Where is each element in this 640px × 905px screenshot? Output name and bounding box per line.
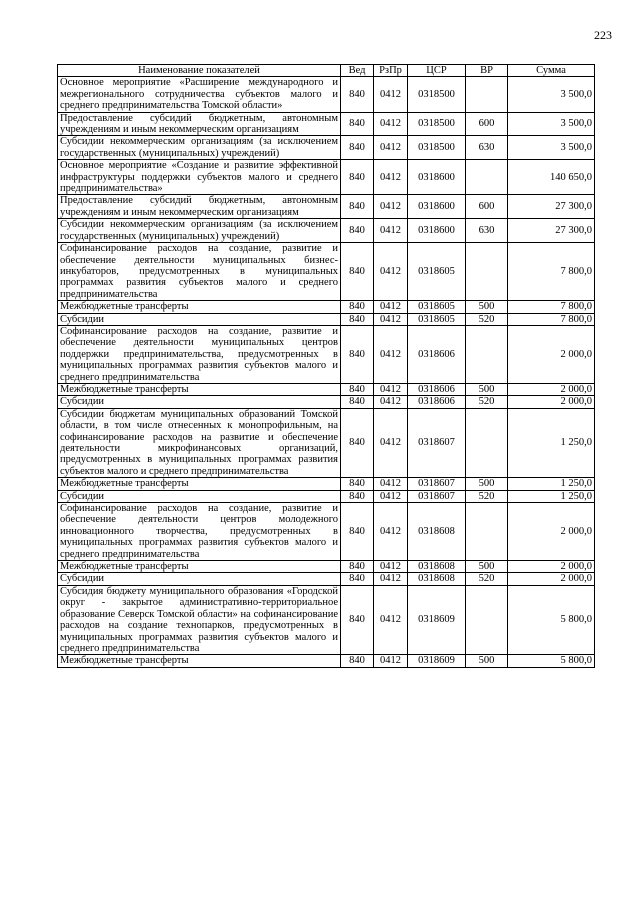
row-ved: 840 [341,325,374,383]
row-vr: 600 [466,195,508,219]
row-ved: 840 [341,490,374,502]
row-sum: 1 250,0 [508,478,595,490]
row-name: Межбюджетные трансферты [58,478,341,490]
row-vr: 500 [466,561,508,573]
row-csr: 0318606 [408,383,466,395]
row-rzpr: 0412 [374,383,408,395]
row-ved: 840 [341,408,374,477]
row-sum: 2 000,0 [508,383,595,395]
row-csr: 0318600 [408,160,466,195]
row-ved: 840 [341,195,374,219]
header-name: Наименование показателей [58,65,341,77]
table-row [58,195,595,219]
row-sum: 3 500,0 [508,77,595,112]
row-ved: 840 [341,383,374,395]
row-vr [466,77,508,112]
page-number: 223 [594,28,612,42]
row-vr: 500 [466,301,508,313]
row-csr: 0318609 [408,585,466,654]
row-ved: 840 [341,313,374,325]
row-sum: 1 250,0 [508,408,595,477]
row-sum: 140 650,0 [508,160,595,195]
header-ved: Вед [341,65,374,77]
row-name: Субсидии [58,313,341,325]
row-ved: 840 [341,301,374,313]
row-vr: 520 [466,396,508,408]
row-ved: 840 [341,655,374,667]
row-vr [466,243,508,301]
row-csr: 0318608 [408,573,466,585]
row-name: Софинансирование расходов на создание, развитие и обеспечение деятельности муниципальных бизнес-инкубаторов, предусмотренных в муниципальных программах развития субъектов малого и среднего предпринимательства [58,243,341,301]
row-name: Межбюджетные трансферты [58,561,341,573]
row-csr: 0318600 [408,195,466,219]
row-rzpr: 0412 [374,503,408,561]
row-name: Субсидии бюджетам муниципальных образований Томской области, в том числе отнесенных к монопрофильным, на софинансирование расходов на развитие и обеспечение деятельности микрофинансовых организаций, предусмотренных в муниципальных программах развития субъектов малого и среднего предпринимательства [58,408,341,477]
row-rzpr: 0412 [374,408,408,477]
row-name: Предоставление субсидий бюджетным, автономным учреждениям и иным некоммерческим организациям [58,195,341,219]
row-csr: 0318609 [408,655,466,667]
row-name: Софинансирование расходов на создание, развитие и обеспечение деятельности муниципальных центров поддержки предпринимательства, предусмотренных в муниципальных программах развития субъектов малого и среднего предпринимательства [58,325,341,383]
row-ved: 840 [341,396,374,408]
row-name: Предоставление субсидий бюджетным, автономным учреждениям и иным некоммерческим организациям [58,112,341,136]
row-sum: 27 300,0 [508,195,595,219]
row-vr: 630 [466,136,508,160]
row-vr: 630 [466,219,508,243]
row-sum: 7 800,0 [508,301,595,313]
row-name: Субсидии [58,573,341,585]
row-sum: 2 000,0 [508,561,595,573]
row-rzpr: 0412 [374,77,408,112]
row-sum: 5 800,0 [508,655,595,667]
header-csr: ЦСР [408,65,466,77]
budget-table [57,64,595,668]
table-row [58,325,595,383]
row-rzpr: 0412 [374,490,408,502]
table-row [58,313,595,325]
row-rzpr: 0412 [374,112,408,136]
row-ved: 840 [341,478,374,490]
row-rzpr: 0412 [374,301,408,313]
row-csr: 0318608 [408,561,466,573]
row-csr: 0318607 [408,478,466,490]
row-rzpr: 0412 [374,396,408,408]
row-csr: 0318607 [408,490,466,502]
row-ved: 840 [341,243,374,301]
row-csr: 0318607 [408,408,466,477]
row-vr [466,585,508,654]
row-rzpr: 0412 [374,136,408,160]
row-vr [466,160,508,195]
row-sum: 2 000,0 [508,573,595,585]
row-name: Основное мероприятие «Создание и развитие эффективной инфраструктуры поддержки субъектов малого и среднего предпринимательства» [58,160,341,195]
row-ved: 840 [341,219,374,243]
row-vr: 520 [466,490,508,502]
row-rzpr: 0412 [374,478,408,490]
row-vr [466,503,508,561]
table-row [58,490,595,502]
table-header-row [58,65,595,77]
table-row [58,503,595,561]
table-row [58,561,595,573]
header-sum: Сумма [508,65,595,77]
row-csr: 0318605 [408,313,466,325]
row-ved: 840 [341,573,374,585]
row-csr: 0318606 [408,396,466,408]
row-sum: 7 800,0 [508,313,595,325]
row-ved: 840 [341,136,374,160]
row-sum: 2 000,0 [508,325,595,383]
header-rzpr: РзПр [374,65,408,77]
row-vr: 500 [466,383,508,395]
table-row [58,585,595,654]
row-rzpr: 0412 [374,573,408,585]
row-sum: 2 000,0 [508,396,595,408]
row-ved: 840 [341,160,374,195]
row-ved: 840 [341,503,374,561]
table-row [58,112,595,136]
row-name: Межбюджетные трансферты [58,383,341,395]
row-csr: 0318605 [408,301,466,313]
row-vr: 520 [466,313,508,325]
row-vr: 500 [466,655,508,667]
row-rzpr: 0412 [374,219,408,243]
row-name: Межбюджетные трансферты [58,655,341,667]
header-vr: ВР [466,65,508,77]
row-rzpr: 0412 [374,325,408,383]
row-csr: 0318605 [408,243,466,301]
row-sum: 7 800,0 [508,243,595,301]
row-rzpr: 0412 [374,561,408,573]
row-name: Софинансирование расходов на создание, развитие и обеспечение деятельности центров молодежного инновационного творчества, предусмотренных в муниципальных программах развития субъектов малого и среднего предпринимательства [58,503,341,561]
row-csr: 0318608 [408,503,466,561]
row-sum: 5 800,0 [508,585,595,654]
row-ved: 840 [341,561,374,573]
row-csr: 0318606 [408,325,466,383]
table-row [58,301,595,313]
row-ved: 840 [341,585,374,654]
row-rzpr: 0412 [374,585,408,654]
row-rzpr: 0412 [374,243,408,301]
row-csr: 0318500 [408,136,466,160]
row-vr: 600 [466,112,508,136]
row-rzpr: 0412 [374,195,408,219]
row-vr [466,408,508,477]
row-ved: 840 [341,112,374,136]
table-row [58,478,595,490]
row-vr: 520 [466,573,508,585]
table-row [58,573,595,585]
row-csr: 0318500 [408,77,466,112]
row-name: Межбюджетные трансферты [58,301,341,313]
table-row [58,77,595,112]
row-csr: 0318600 [408,219,466,243]
row-name: Субсидии некоммерческим организациям (за исключением государственных (муниципальных) учреждений) [58,219,341,243]
row-ved: 840 [341,77,374,112]
row-rzpr: 0412 [374,160,408,195]
table-row [58,655,595,667]
table-row [58,136,595,160]
table-row [58,219,595,243]
row-sum: 1 250,0 [508,490,595,502]
row-name: Субсидии некоммерческим организациям (за исключением государственных (муниципальных) учреждений) [58,136,341,160]
row-vr [466,325,508,383]
row-sum: 2 000,0 [508,503,595,561]
row-csr: 0318500 [408,112,466,136]
row-rzpr: 0412 [374,655,408,667]
row-sum: 3 500,0 [508,112,595,136]
table-row [58,383,595,395]
row-sum: 27 300,0 [508,219,595,243]
row-sum: 3 500,0 [508,136,595,160]
row-name: Субсидии [58,396,341,408]
row-name: Субсидия бюджету муниципального образования «Городской округ - закрытое административно-территориальное образование Северск Томской области» на софинансирование расходов на создание технопарков, предусмотренных в муниципальных программах развития субъектов малого и среднего предпринимательства [58,585,341,654]
row-vr: 500 [466,478,508,490]
row-rzpr: 0412 [374,313,408,325]
row-name: Субсидии [58,490,341,502]
row-name: Основное мероприятие «Расширение международного и межрегионального сотрудничества субъектов малого и среднего предпринимательства Томской области» [58,77,341,112]
table-row [58,243,595,301]
table-row [58,408,595,477]
table-row [58,396,595,408]
table-row [58,160,595,195]
